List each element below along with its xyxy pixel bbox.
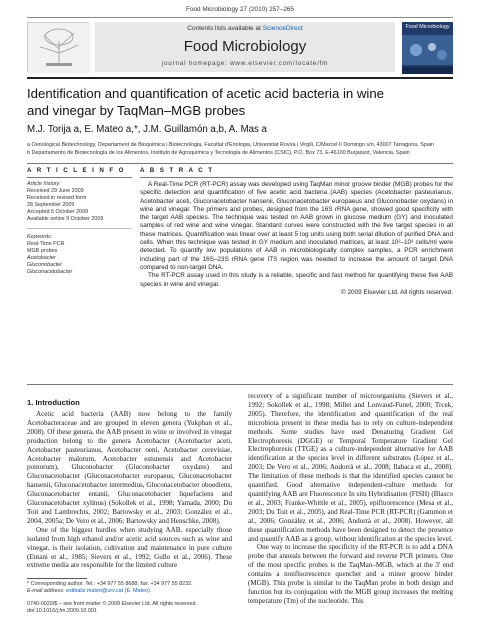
elsevier-logo [27, 22, 89, 72]
section-heading-introduction: 1. Introduction [27, 398, 80, 407]
revised-label: Received in revised form [27, 194, 87, 201]
abstract-body [140, 181, 453, 297]
keyword-item: Gluconacetobacter [27, 268, 73, 275]
body-column-right [248, 392, 453, 606]
footnote-email-line [27, 588, 232, 595]
section-rule-top [27, 163, 453, 164]
keywords-block [27, 234, 132, 275]
abstract-paragraph-1: A Real-Time PCR (RT-PCR) assay was developed using TaqMan minor groove binder (MGB) probes for the specific detection and quantification of five acetic acid bacteria (AAB) species (Acetobacter pasteurianus, Acetobacter aceti, Gluconacetobacter hansenii, Gluconacetobacter europaeus and Gluconobacter oxydans) in wine and vinegar. The primers and probes, designed from the 16S rRNA gene, showed good specificity with the target AAB species. The technique was tested on AAB grown in glucose medium (GY) and inoculated samples of red wine and wine vinegar. Standard curves were constructed with the five target species in all these matrices. Quantification was linear over at least 5 log units using both serial dilution of purified DNA and cells. When this technique was tested in GY medium and inoculated matrices, at least 10²–10³ cells/ml were detected. To quantify low populations of AAB in microbiologically complex samples, a PCR enrichment including part of the 16S–23S rRNA gene ITS region was needed to increase the amount of target DNA compared to non-target DNA. [140, 181, 453, 271]
keywords-label: Keywords: [27, 234, 53, 240]
journal-citation: Food Microbiology 27 (2010) 257–265 [185, 6, 294, 13]
info-divider [27, 228, 132, 229]
author-list: M.J. Torija a, E. Mateo a,*, J.M. Guillamón a,b, A. Mas a [27, 124, 267, 135]
history-label: Article history: [27, 181, 61, 187]
contents-prefix: Contents lists available at [187, 25, 263, 32]
affiliation-a: a Oenological Biotechnology, Departament de Bioquímica i Biotecnologia, Facultat d'Enologia, Universitat Rovira i Virgili, C/Marcel·lí Domingo s/n, 43007 Tarragona, Spain [27, 142, 435, 148]
keyword-item: Acetobacter [27, 254, 56, 261]
revised-date: 28 September 2009 [27, 201, 75, 208]
article-info-heading: A R T I C L E I N F O [27, 167, 126, 174]
body-paragraph: Acetic acid bacteria (AAB) now belong to the family Acetobacteraceae and are grouped in eleven genera (Yukphan et al., 2008). Of these genera, the AAB present in wine or involved in vinegar production belong to the genera Acetobacter (Acetobacter aceti, Acetobacter pasteurianus, Acetobacter oeni, Acetobacter cerevisiae, Acetobacter malorum, Acetobacter estunensis and Acetobacter pomorum), Gluconobacter (Gluconobacter oxydans) and Gluconacetobacter (Gluconacetobacter europaeus, Gluconacetobacter hansenii, Gluconacetobacter intermedius, Gluconacetobacter oboediens, Gluconacetobacter entanii, Gluconacetobacter liquefaciens and Gluconacetobacter xylinus) (Sokollek et al., 1998; Yamada, 2000; Du Toit and Lambrechts, 2002; Bartowsky et al., 2003; González et al., 2004, 2005a; De Vero et al., 2006; Bartowsky and Henschke, 2008). [27, 410, 232, 525]
journal-homepage[interactable]: journal homepage: www.elsevier.com/locate/fm [161, 60, 329, 67]
article-title-line1: Identification and quantification of acetic acid bacteria in wine [27, 86, 385, 101]
header-thick-rule [27, 77, 453, 79]
abstract-rule [140, 177, 453, 178]
body-paragraph: recovery of a significant number of microorganisms (Sievers et al., 1992; Sokollek et al., 1998; Millet and Lonvaud-Funel, 2000; Trcek, 2005). Therefore, the identification and quantification of the real microbiota present in these media has to rely on culture-independent methods. Some studies have used Denaturing Gradient Gel Electrophoresis (DGGE) or Temporal Temperature Gradient Gel Electrophoresis (TTGE) as a culture-independent alternative for AAB identification at the species level in different substrates (López et al., 2003; De Vero et al., 2006; Andorrà et al., 2008; Ilabaca et al., 2008). The limitation of these methods is that the identified species cannot be quantified. Good alternative independent-culture methods for quantifying AAB are Fluorescence In situ Hybridisation (FISH) (Blasco et al., 2003; Franke-Whittle et al., 2005), epifluorescence (Mesa et al., 2003; Du Toit et al., 2005), and Real-Time PCR (RT-PCR) (Gammon et al., 2006; González et al., 2006; Andorrà et al., 2008). However, all these quantification methods have been designed to detect the presence and quantify AAB as a group, without identification at the species level. [248, 392, 453, 543]
copyright-notice: © 2009 Elsevier Ltd. All rights reserved. [341, 288, 453, 296]
sciencedirect-link[interactable]: ScienceDirect [262, 25, 303, 32]
online-date: Available online 9 October 2009 [27, 215, 104, 222]
abstract-paragraph-2: The RT-PCR assay used in this study is a reliable, specific and fast method for quantifying these five AAB species in wine and vinegar. [140, 272, 453, 288]
corresponding-author-footnote [27, 581, 232, 595]
email-label: E-mail address: [27, 588, 66, 594]
abstract-heading: A B S T R A C T [140, 167, 214, 174]
issn-line: 0740-0020/$ – see front matter © 2009 Elsevier Ltd. All rights reserved. [27, 601, 197, 607]
contents-line [95, 25, 395, 32]
keyword-item: MGB probes [27, 247, 58, 254]
article-title [27, 86, 453, 119]
footnote-contact: * Corresponding author. Tel.: +34 977 55 8688; fax: +34 977 55 8232. [27, 581, 193, 587]
article-history [27, 181, 132, 222]
section-rule-bottom [27, 384, 453, 385]
body-column-left [27, 410, 232, 570]
received-date: Received 29 June 2009 [27, 187, 84, 194]
footnote-rule [27, 578, 87, 579]
info-rule [27, 177, 132, 178]
keyword-item: Gluconobacter [27, 261, 63, 268]
front-matter [27, 601, 257, 615]
body-paragraph: One of the biggest hurdles when studying AAB, especially those isolated from high ethanol and/or acetic acid sources such as wine and vinegar, is their isolation, cultivation and maintenance in pure culture (Entani et al., 1985; Sievers et al., 1992; Gullo et al., 2006). These extreme media are responsible for the limited culture [27, 525, 232, 570]
affiliation-b: b Departamento de Biotecnología de los Alimentos, Instituto de Agroquímica y Tecnología de Alimentos (CSIC), P.O. Box 73, E-46100 Burjassot, Valencia, Spain [27, 150, 410, 156]
cover-title: Food Microbiology [405, 24, 450, 30]
top-rule [27, 17, 453, 18]
accepted-date: Accepted 5 October 2009 [27, 208, 89, 215]
journal-title: Food Microbiology [183, 38, 307, 55]
body-paragraph: One way to increase the specificity of the RT-PCR is to add a DNA probe that anneals between the forward and reverse PCR primers. One of the most specific probes is the TaqMan–MGB, which at the 3' end contains a nonfluorescence quencher and a minor groove binder (MGB). This probe is similar to the TaqMan probe in both design and function but its conjugation with the MGB group increases the melting temperature (Tm) of the nucleotide. This [248, 543, 453, 605]
keyword-item: Real-Time PCR [27, 240, 65, 247]
doi-line[interactable]: doi:10.1016/j.fm.2009.10.001 [27, 608, 97, 614]
email-link[interactable]: estibaliz.mateo@urv.cat (E. Mateo). [65, 588, 152, 594]
article-title-line2: and vinegar by TaqMan–MGB probes [27, 102, 246, 118]
